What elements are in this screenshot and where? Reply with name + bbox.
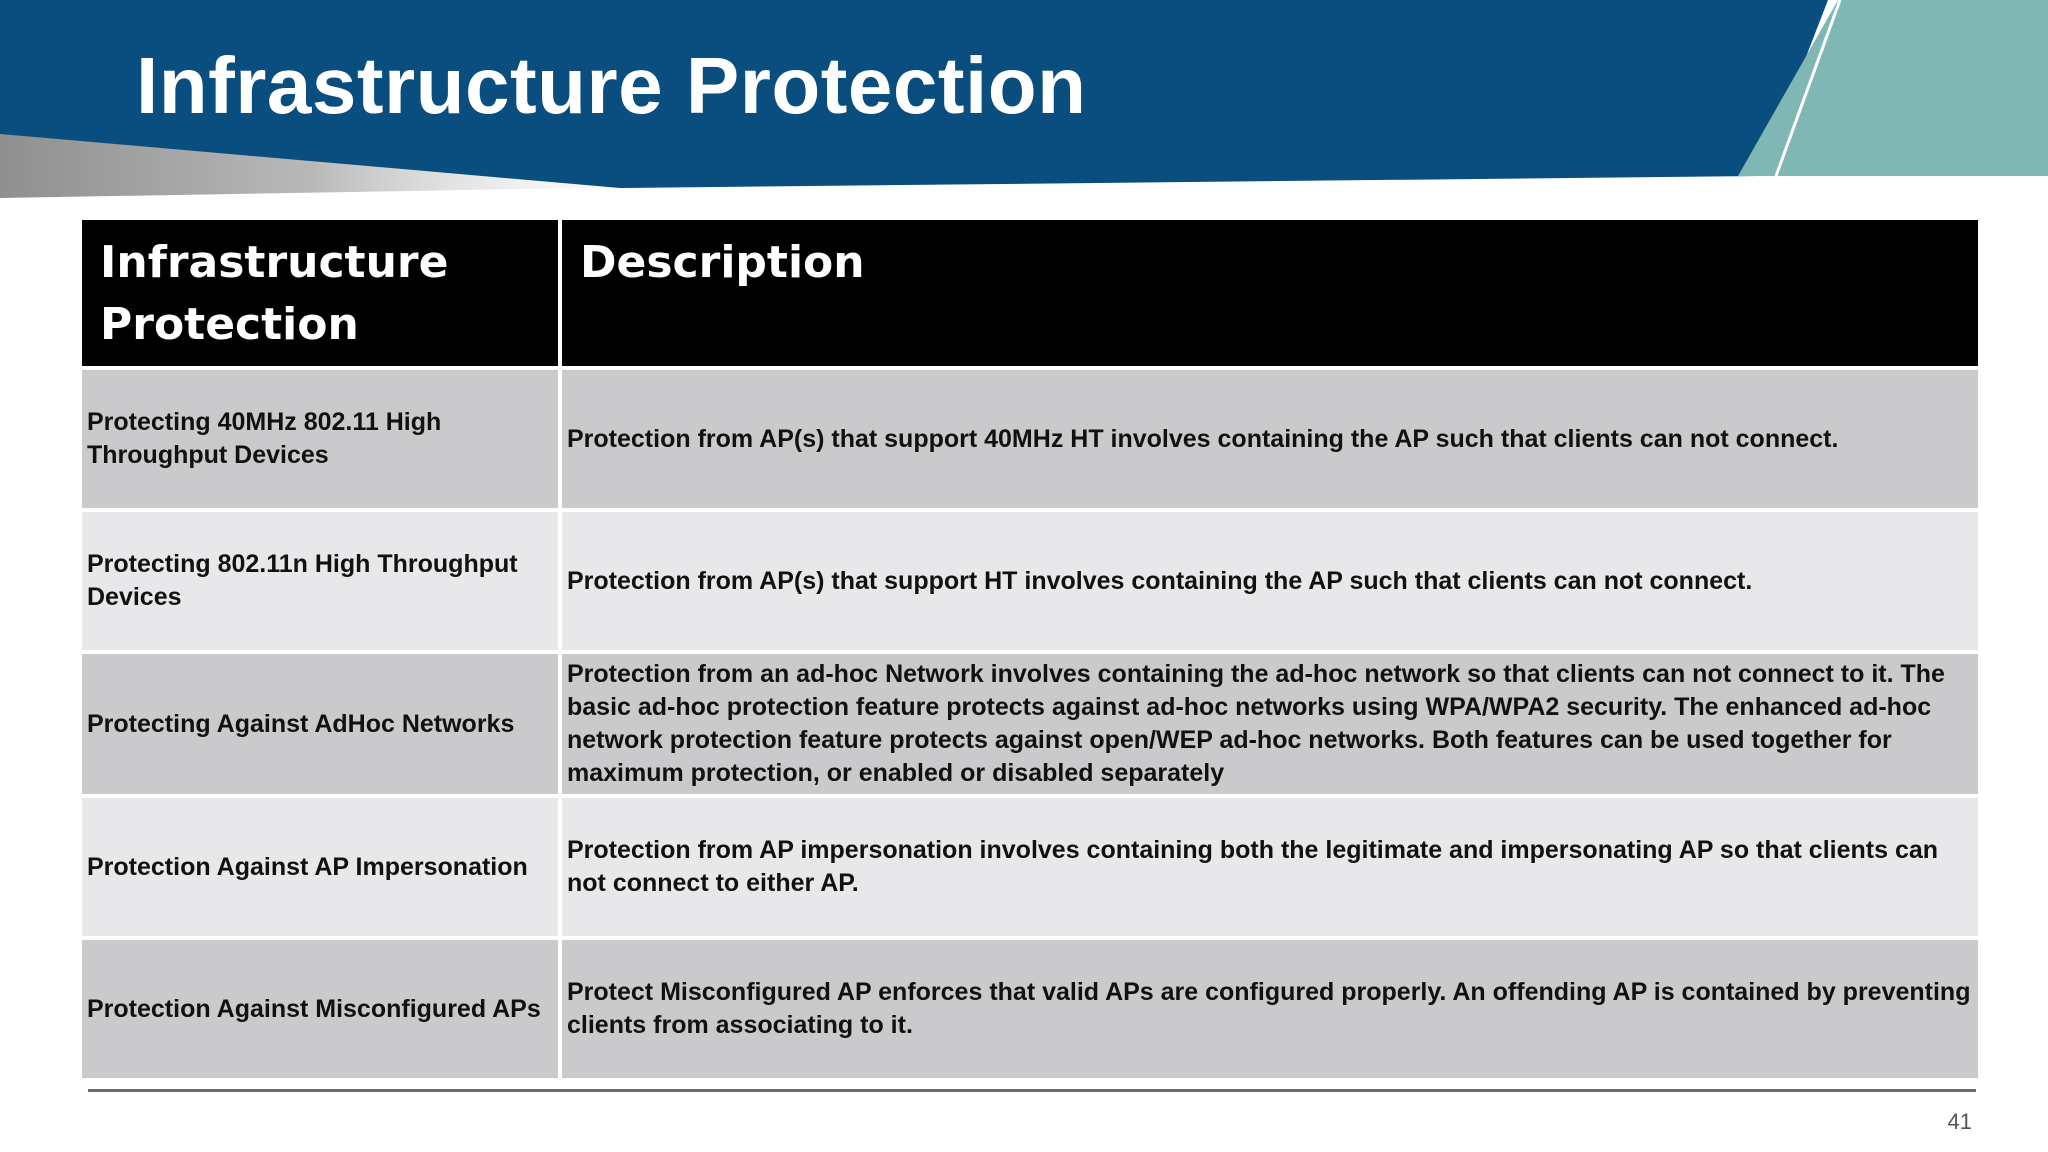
protection-name-cell: Protecting 802.11n High Throughput Devices: [82, 512, 558, 650]
table-row: [82, 940, 1978, 1078]
protection-description-cell: Protection from AP(s) that support 40MHz HT involves containing the AP such that clients can not connect.: [562, 370, 1978, 508]
protection-name-cell: Protecting Against AdHoc Networks: [82, 654, 558, 794]
table-row: [82, 370, 1978, 508]
protection-description-cell: Protection from AP(s) that support HT involves containing the AP such that clients can not connect.: [562, 512, 1978, 650]
protection-name-cell: Protection Against AP Impersonation: [82, 798, 558, 936]
table-header-row: [82, 220, 1978, 366]
protection-description-cell: Protection from AP impersonation involves containing both the legitimate and impersonating AP so that clients can not connect to either AP.: [562, 798, 1978, 936]
table-row: [82, 798, 1978, 936]
table-row: [82, 512, 1978, 650]
protection-description-cell: Protection from an ad-hoc Network involves containing the ad-hoc network so that clients can not connect to it. The basic ad-hoc protection feature protects against ad-hoc networks using WPA/WPA2 security. The enhanced ad-hoc network protection feature protects against open/WEP ad-hoc networks. Both features can be used together for maximum protection, or enabled or disabled separately: [562, 654, 1978, 794]
table-row: [82, 654, 1978, 794]
header-description: Description: [562, 220, 1978, 366]
protection-name-cell: Protecting 40MHz 802.11 High Throughput Devices: [82, 370, 558, 508]
slide-number: 41: [1947, 1109, 1972, 1134]
protection-name-cell: Protection Against Misconfigured APs: [82, 940, 558, 1078]
protection-description-cell: Protect Misconfigured AP enforces that valid APs are configured properly. An offending AP is contained by preventing clients from associating to it.: [562, 940, 1978, 1078]
slide-title: Infrastructure Protection: [136, 41, 1087, 130]
protection-table: [78, 216, 1982, 1082]
footer-divider: [88, 1089, 1976, 1092]
header-infrastructure-protection: Infrastructure Protection: [82, 220, 558, 366]
